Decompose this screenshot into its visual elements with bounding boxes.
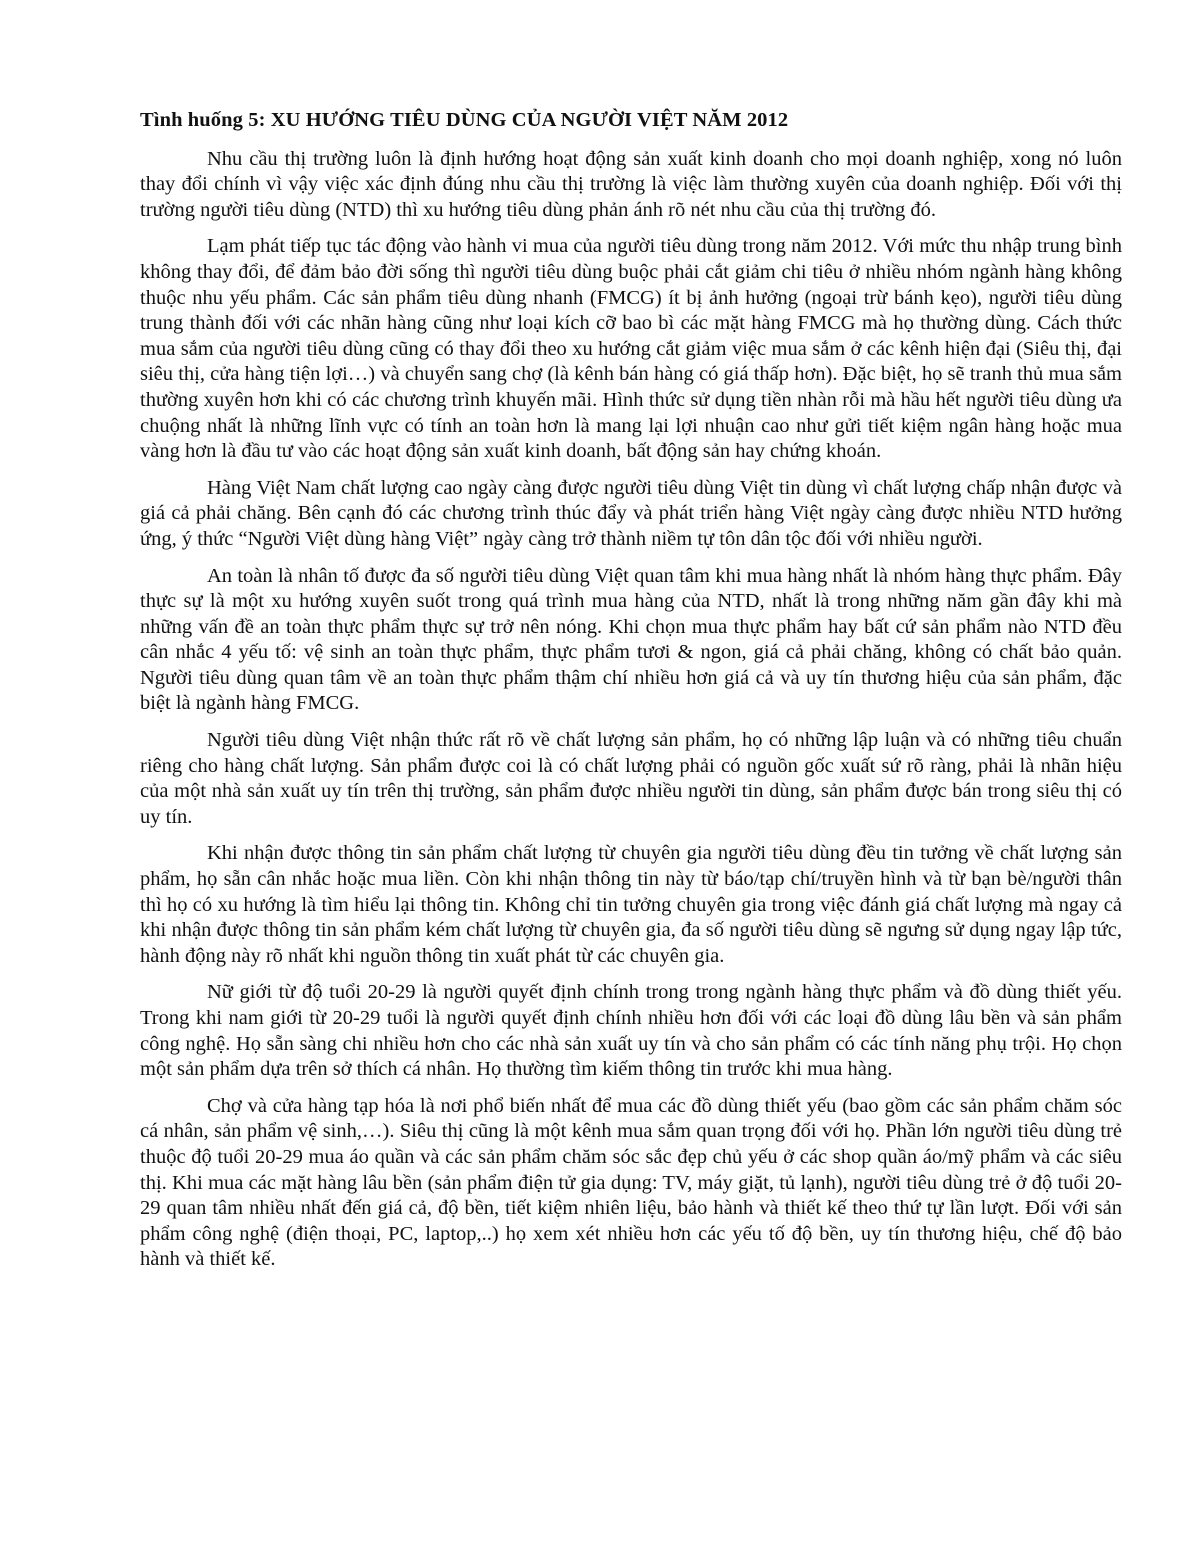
paragraph-market-demand: Nhu cầu thị trường luôn là định hướng hoạt động sản xuất kinh doanh cho mọi doanh nghiệp, xong nó luôn thay đổi chính vì vậy việc xác định đúng nhu cầu thị trường là việc làm thường xuyên của doanh nghiệp. Đối với thị trường người tiêu dùng (NTD) thì xu hướng tiêu dùng phản ánh rõ nét nhu cầu của thị trường đó. [140,147,1122,221]
paragraph-quality-perception: Người tiêu dùng Việt nhận thức rất rõ về chất lượng sản phẩm, họ có những lập luận và có những tiêu chuẩn riêng cho hàng chất lượng. Sản phẩm được coi là có chất lượng phải có nguồn gốc xuất sứ rõ ràng, phải là nhãn hiệu của một nhà sản xuất uy tín trên thị trường, sản phẩm được nhiều người tin dùng, sản phẩm được bán trong siêu thị có uy tín. [140,729,1122,828]
paragraph-food-safety: An toàn là nhân tố được đa số người tiêu dùng Việt quan tâm khi mua hàng nhất là nhóm hàng thực phẩm. Đây thực sự là một xu hướng xuyên suốt trong quá trình mua hàng của NTD, nhất là trong những năm gần đây khi mà những vấn đề an toàn thực phẩm thực sự trở nên nóng. Khi chọn mua thực phẩm hay bất cứ sản phẩm nào NTD đều cân nhắc 4 yếu tố: vệ sinh an toàn thực phẩm, thực phẩm tươi & ngon, giá cả phải chăng, không có chất bảo quản. Người tiêu dùng quan tâm về an toàn thực phẩm thậm chí nhiều hơn giá cả và uy tín thương hiệu của sản phẩm, đặc biệt là ngành hàng FMCG. [140,564,1122,715]
paragraph-expert-information: Khi nhận được thông tin sản phẩm chất lượng từ chuyên gia người tiêu dùng đều tin tưởng về chất lượng sản phẩm, họ sẵn cân nhắc hoặc mua liền. Còn khi nhận thông tin này từ báo/tạp chí/truyền hình và từ bạn bè/người thân thì họ có xu hướng là tìm hiểu lại thông tin. Không chỉ tin tưởng chuyên gia trong việc đánh giá chất lượng mà ngay cả khi nhận được thông tin sản phẩm kém chất lượng từ chuyên gia, đa số người tiêu dùng sẽ ngưng sử dụng ngay lập tức, hành động này rõ nhất khi nguồn thông tin xuất phát từ các chuyên gia. [140,842,1122,967]
paragraph-gender-decision: Nữ giới từ độ tuổi 20-29 là người quyết định chính trong trong ngành hàng thực phẩm và đồ dùng thiết yếu. Trong khi nam giới từ 20-29 tuổi là người quyết định chính nhiều hơn đối với các loại đồ dùng lâu bền và sản phẩm công nghệ. Họ sẵn sàng chi nhiều hơn cho các nhà sản xuất uy tín và cho sản phẩm có các tính năng phụ trội. Họ chọn một sản phẩm dựa trên sở thích cá nhân. Họ thường tìm kiếm thông tin trước khi mua hàng. [140,981,1122,1081]
paragraph-shopping-channels: Chợ và cửa hàng tạp hóa là nơi phổ biến nhất để mua các đồ dùng thiết yếu (bao gồm các sản phẩm chăm sóc cá nhân, sản phẩm vệ sinh,…). Siêu thị cũng là một kênh mua sắm quan trọng đối với họ. Phần lớn người tiêu dùng trẻ thuộc độ tuổi 20-29 mua áo quần và các sản phẩm chăm sóc sắc đẹp chủ yếu ở các shop quần áo/mỹ phẩm và các siêu thị. Khi mua các mặt hàng lâu bền (sản phẩm điện tử gia dụng: TV, máy giặt, tủ lạnh), người tiêu dùng trẻ ở độ tuổi 20-29 quan tâm nhiều nhất đến giá cả, độ bền, tiết kiệm nhiên liệu, bảo hành và thiết kế theo thứ tự lần lượt. Đối với sản phẩm công nghệ (điện thoại, PC, laptop,..) họ xem xét nhiều hơn các yếu tố độ bền, uy tín thương hiệu, chế độ bảo hành và thiết kế. [140,1094,1122,1271]
document-title: Tình huống 5: XU HƯỚNG TIÊU DÙNG CỦA NGƯỜI VIỆT NĂM 2012 [140,109,789,131]
paragraph-inflation: Lạm phát tiếp tục tác động vào hành vi mua của người tiêu dùng trong năm 2012. Với mức thu nhập trung bình không thay đổi, để đảm bảo đời sống thì người tiêu dùng buộc phải cắt giảm chi tiêu ở nhiều nhóm ngành hàng không thuộc nhu yếu phẩm. Các sản phẩm tiêu dùng nhanh (FMCG) ít bị ảnh hưởng (ngoại trừ bánh kẹo), người tiêu dùng trung thành đối với các nhãn hàng cũng như loại kích cỡ bao bì các mặt hàng FMCG mà họ thường dùng. Cách thức mua sắm của người tiêu dùng cũng có thay đổi theo xu hướng cắt giảm việc mua sắm ở các kênh hiện đại (Siêu thị, đại siêu thị, cửa hàng tiện lợi…) và chuyển sang chợ (là kênh bán hàng có giá thấp hơn). Đặc biệt, họ sẽ tranh thủ mua sắm thường xuyên hơn khi có các chương trình khuyến mãi. Hình thức sử dụng tiền nhàn rỗi mà hầu hết người tiêu dùng ưa chuộng nhất là những lĩnh vực có tính an toàn hơn là mang lại lợi nhuận cao như gửi tiết kiệm ngân hàng hoặc mua vàng hơn là đầu tư vào các hoạt động sản xuất kinh doanh, bất động sản hay chứng khoán. [140,235,1122,463]
paragraph-vietnamese-goods: Hàng Việt Nam chất lượng cao ngày càng được người tiêu dùng Việt tin dùng vì chất lượng chấp nhận được và giá cả phải chăng. Bên cạnh đó các chương trình thúc đẩy và phát triển hàng Việt ngày càng được nhiều NTD hưởng ứng, ý thức “Người Việt dùng hàng Việt” ngày càng trở thành niềm tự tôn dân tộc đối với nhiều người. [140,476,1122,550]
document-page [140,108,1122,1273]
